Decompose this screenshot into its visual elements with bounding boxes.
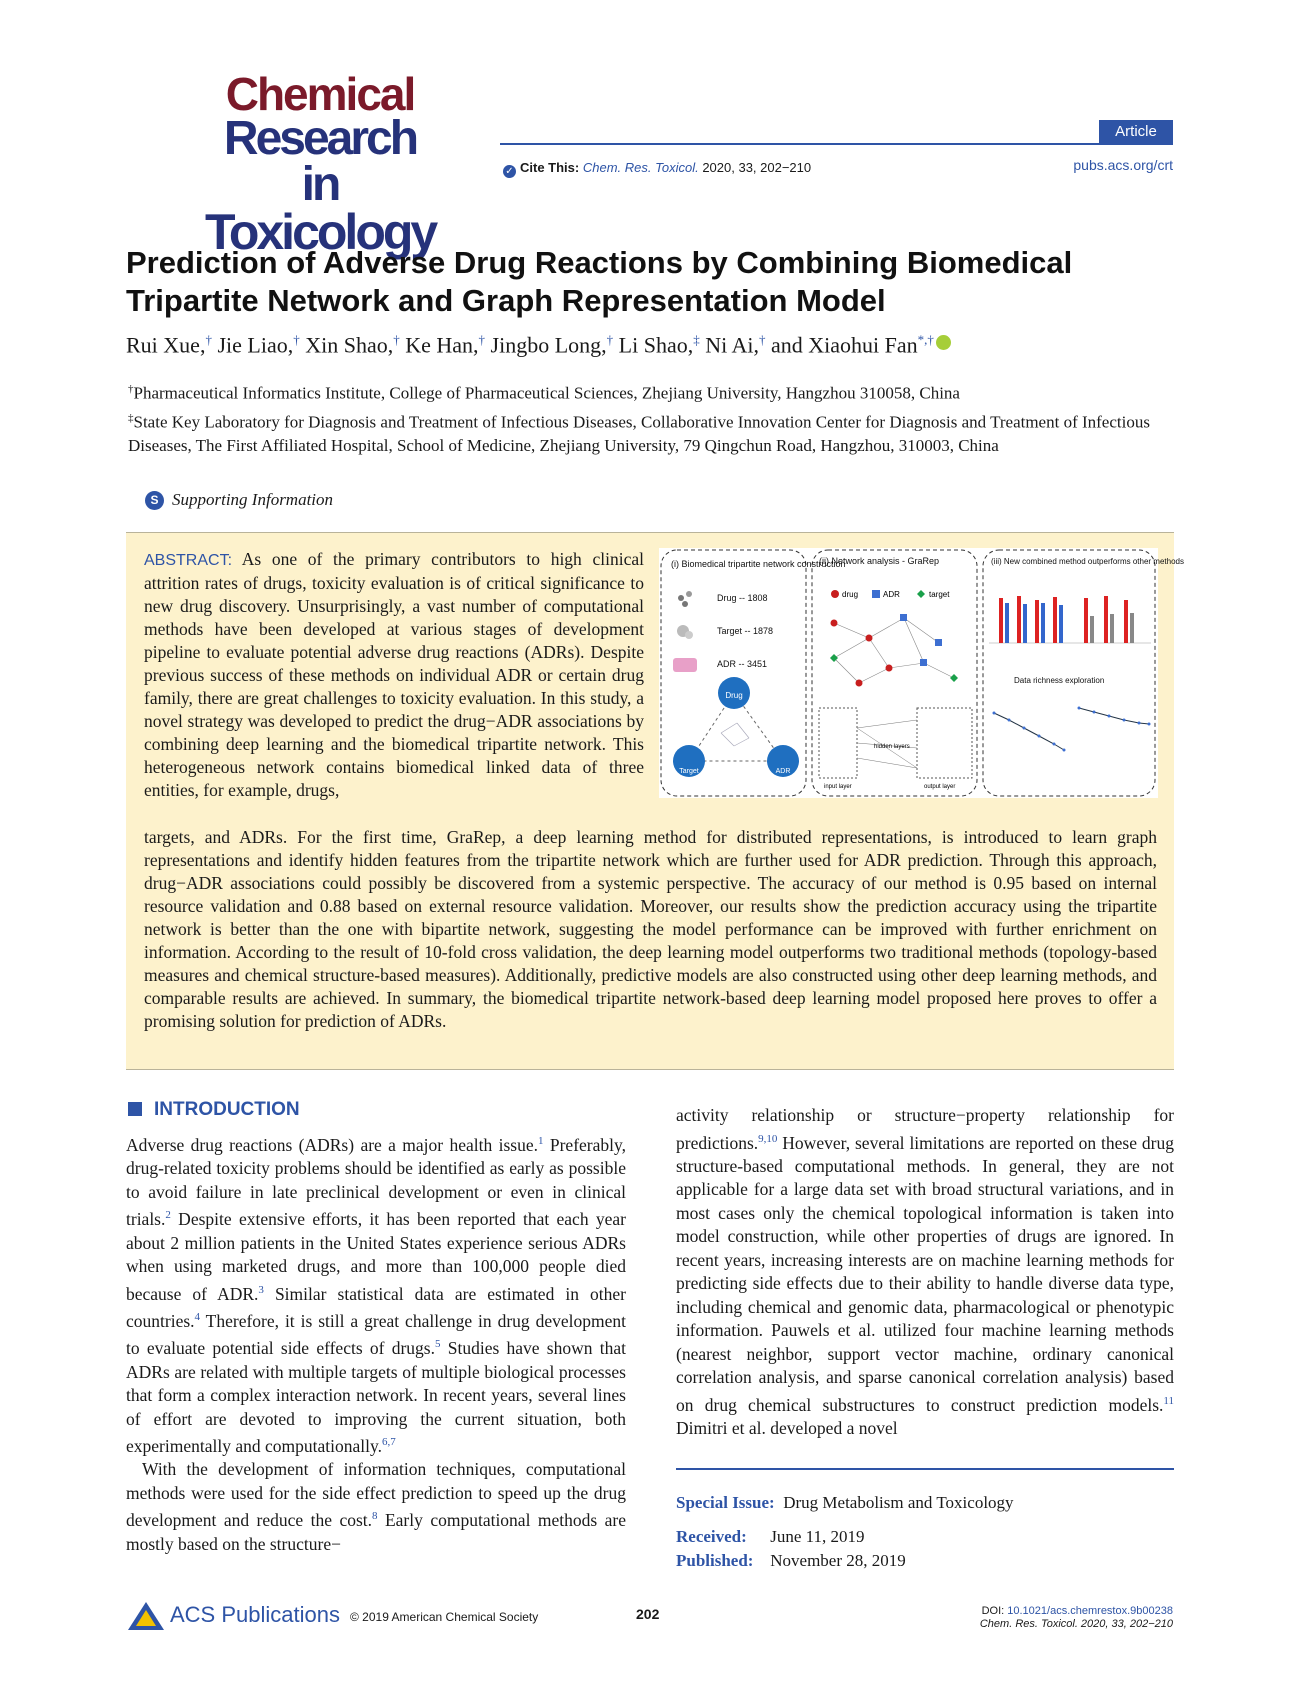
cite-rest: 2020, 33, 202−210 — [702, 160, 812, 175]
abstract-body-1: As one of the primary contributors to high clinical attrition rates of drugs, toxicity evaluation is of critical significance to new drug discovery. Unsurprisingly, a vast number of computational methods have been developed at various stages of development pipeline to evaluate potential adverse drug reactions (ADRs). Despite previous success of these methods on individual ADR or certain drug family, there are great challenges to toxicity evaluation. In this study, a novel strategy was developed to predict the drug−ADR associations by combining deep learning and the biomedical tripartite network. This heterogeneous network contains biomedical linked data of three entities, for example, drugs, — [144, 549, 644, 800]
citation-ref[interactable]: 4 — [194, 1310, 201, 1323]
journal-name-line1: Chemical — [225, 68, 415, 120]
cite-journal[interactable]: Chem. Res. Toxicol. — [582, 160, 699, 175]
intro-text: With the development of information techniques, computational methods were used for the side effect prediction to speed up the drug development and reduce the cost. — [126, 1459, 626, 1531]
journal-website-link[interactable]: pubs.acs.org/crt — [1073, 157, 1173, 173]
legend-drug-dot — [831, 590, 839, 598]
author[interactable]: and Xiaohui Fan — [771, 332, 918, 358]
published-value: November 28, 2019 — [770, 1551, 906, 1570]
panel-3-border — [983, 550, 1155, 796]
affiliation-text: Pharmaceutical Informatics Institute, College of Pharmaceutical Sciences, Zhejiang University, Hangzhou 310058, China — [133, 383, 960, 403]
affiliation-1 — [128, 378, 1178, 405]
input-layer-box — [819, 708, 857, 778]
cite-label: Cite This: — [520, 160, 580, 175]
adr-icon — [673, 658, 697, 672]
author[interactable]: Jingbo Long, — [490, 332, 607, 358]
node-drug-label: Drug — [725, 691, 743, 700]
journal-name-line2: Research in — [223, 112, 417, 211]
cite-this[interactable] — [503, 160, 811, 178]
author-mark: † — [393, 332, 400, 347]
supporting-info-icon: S — [145, 491, 164, 510]
protein-icon — [677, 625, 693, 639]
author-list — [126, 332, 1186, 358]
panel-2-border — [812, 550, 977, 796]
header-divider — [500, 143, 1173, 145]
footer-citation: Chem. Res. Toxicol. 2020, 33, 202−210 — [979, 1618, 1173, 1630]
intro-text: Dimitri et al. developed a novel — [676, 1418, 898, 1439]
received-label: Received: — [676, 1527, 747, 1546]
adr-count: ADR -- 3451 — [717, 659, 768, 669]
panel3-title: (iii) New combined method outperforms other methods — [991, 557, 1184, 566]
doi-label: DOI: — [981, 1605, 1005, 1617]
legend-drug: drug — [842, 590, 859, 599]
hidden-layers-label: hidden layers — [874, 744, 910, 750]
journal-logo[interactable] — [205, 68, 436, 260]
citation-ref[interactable]: 1 — [538, 1135, 544, 1147]
intro-text: activity relationship or structure−property relationship for predictions. — [676, 1105, 1174, 1153]
copyright: © 2019 American Chemical Society — [350, 1610, 539, 1624]
affiliation-2 — [128, 407, 1178, 457]
checkmark-icon: ✓ — [503, 165, 516, 178]
legend-adr: ADR — [883, 590, 900, 599]
received-date — [676, 1527, 865, 1547]
abstract-label: ABSTRACT: — [144, 552, 233, 569]
panel2-title: (ii) Network analysis - GraRep — [819, 556, 940, 566]
special-issue — [676, 1493, 1014, 1513]
author-mark: † — [293, 332, 300, 347]
legend-adr-square — [872, 590, 880, 598]
author[interactable]: Li Shao, — [618, 332, 694, 358]
received-value: June 11, 2019 — [770, 1527, 865, 1546]
toc-graphic[interactable] — [659, 548, 1184, 798]
citation-ref[interactable]: 3 — [258, 1283, 264, 1296]
doi-block — [900, 1605, 1173, 1631]
author[interactable]: Jie Liao, — [217, 332, 294, 358]
output-layer-box — [917, 708, 972, 778]
output-layer-label: output layer — [924, 784, 956, 790]
citation-ref[interactable]: 6,7 — [381, 1436, 396, 1449]
richness-line-charts — [993, 707, 1151, 752]
intro-paragraph-3 — [676, 1104, 1174, 1441]
node-adr-label: ADR — [775, 768, 791, 775]
mini-network — [721, 723, 749, 746]
network-edges — [834, 618, 954, 683]
citation-ref[interactable]: 9,10 — [758, 1132, 778, 1145]
intro-paragraph-1 — [126, 1130, 626, 1458]
citation-ref[interactable]: 11 — [1163, 1394, 1174, 1407]
intro-text: Therefore, it is still a great challenge in drug development to evaluate potential side effects of drugs. — [126, 1310, 626, 1359]
author[interactable]: Ke Han, — [405, 332, 479, 358]
citation-ref[interactable]: 5 — [434, 1338, 441, 1351]
doi-link[interactable]: 10.1021/acs.chemrestox.9b00238 — [1007, 1605, 1173, 1617]
left-column — [126, 1130, 626, 1556]
intro-text: Similar statistical data are estimated in other countries. — [126, 1283, 626, 1331]
comparison-bar-chart — [989, 596, 1151, 643]
supporting-info-label: Supporting Information — [172, 490, 334, 509]
orcid-icon[interactable] — [936, 335, 951, 350]
section-heading-introduction — [128, 1099, 300, 1121]
author-mark: † — [205, 332, 212, 347]
citation-ref[interactable]: 8 — [372, 1510, 378, 1523]
published-label: Published: — [676, 1551, 754, 1570]
panel1-title: (i) Biomedical tripartite network construction — [671, 559, 846, 569]
richness-title: Data richness exploration — [1014, 676, 1105, 685]
intro-text: Despite extensive efforts, it has been reported that each year about 2 million patients in the United States experience serious ADRs when using marketed drugs, and more than 100,000 people died because of ADR. — [126, 1209, 626, 1304]
legend-target-diamond — [917, 590, 925, 598]
intro-text: Studies have shown that ADRs are related with multiple targets of multiple biological processes that form a complex interaction network. In recent years, several lines of effort are devoted to improving the current situation, both experimentally and computationally. — [126, 1338, 626, 1456]
intro-text: Adverse drug reactions (ADRs) are a major health issue. — [126, 1134, 538, 1155]
author-mark: † — [759, 332, 766, 347]
author[interactable]: Rui Xue, — [126, 332, 206, 358]
right-column — [676, 1104, 1174, 1441]
author-mark: † — [478, 332, 486, 347]
special-issue-label: Special Issue: — [676, 1493, 775, 1512]
publisher-name[interactable]: ACS Publications — [170, 1602, 340, 1627]
target-count: Target -- 1878 — [717, 626, 774, 636]
intro-paragraph-2 — [126, 1458, 626, 1556]
published-date — [676, 1551, 906, 1571]
affiliation-mark: ‡ — [128, 412, 134, 424]
network-nodes — [830, 614, 958, 687]
page-number: 202 — [636, 1606, 660, 1622]
article-type-badge: Article — [1099, 120, 1173, 144]
abstract-text-part1 — [144, 548, 644, 802]
author-mark: *,† — [917, 332, 934, 347]
author-mark: † — [606, 332, 614, 347]
legend-target: target — [929, 590, 950, 599]
affiliation-mark: † — [128, 383, 134, 395]
affiliation-text: State Key Laboratory for Diagnosis and Treatment of Infectious Diseases, Collaborative Innovation Center for Diagnosis and Treatment of Infectious Diseases, The First Affiliated Hospital, School of Medicine, Zhejiang University, 79 Qingchun Road, Hangzhou, 310003, China — [128, 412, 1150, 455]
intro-text: Early computational methods are mostly based on the structure− — [126, 1510, 626, 1554]
abstract-text-part2: targets, and ADRs. For the first time, GraRep, a deep learning method for distributed representations, is introduced to learn graph representations and identify hidden features from the tripartite network which are further used for ADR prediction. Through this approach, drug−ADR associations could possibly be discovered from a systemic perspective. The accuracy of our method is 0.95 based on internal resource validation and 0.88 based on external resource validation. Moreover, our results show the prediction accuracy using the tripartite network is better than the one with bipartite network, suggesting the model performance can be improved with further enrichment on information. According to the result of 10-fold cross validation, the deep learning model outperforms two traditional methods (topology-based measures and chemical structure-based measures). Additionally, predictive models are also constructed using other deep learning methods, and comparable results are achieved. In summary, the biomedical tripartite network-based deep learning model proposed here proves to offer a promising solution for prediction of ADRs. — [144, 827, 1157, 1031]
section-square-icon — [128, 1102, 142, 1116]
supporting-information-link[interactable] — [145, 490, 333, 510]
author[interactable]: Ni Ai, — [705, 332, 760, 358]
journal-name-line3: Toxicology — [205, 204, 436, 260]
input-layer-label: input layer — [824, 784, 852, 790]
author[interactable]: Xin Shao, — [305, 332, 394, 358]
intro-text: Preferably, drug-related toxicity problems should be identified as early as possible to avoid failure in late preclinical development or even in clinical trials. — [126, 1134, 626, 1230]
article-info-divider — [676, 1468, 1174, 1470]
author-mark: ‡ — [693, 332, 700, 347]
special-issue-value[interactable]: Drug Metabolism and Toxicology — [783, 1493, 1014, 1512]
acs-logo-icon[interactable] — [126, 1600, 166, 1634]
node-target-label: Target — [679, 768, 699, 775]
molecule-icon — [678, 591, 692, 607]
citation-ref[interactable]: 2 — [165, 1209, 171, 1222]
intro-text: However, several limitations are reported on these drug structure-based computational methods. In general, they are not applicable for a large data set with broad structural variations, and in most cases only the chemical topological information is taken into model construction, while other properties of drugs are ignored. In recent years, increasing interests are on machine learning methods for predicting side effects due to their ability to handle diverse data type, including chemical and genomic data, pharmacological or phenotypic information. Pauwels et al. utilized four machine learning methods (nearest neighbor, support vector machine, ordinary canonical correlation analysis, and sparse canonical correlation analysis) based on drug chemical substructures to construct prediction models. — [676, 1132, 1174, 1415]
section-heading-text: INTRODUCTION — [154, 1099, 300, 1120]
article-title: Prediction of Adverse Drug Reactions by Combining Biomedical Tripartite Network and Graph Representation Model — [126, 245, 1073, 318]
drug-count: Drug -- 1808 — [717, 593, 768, 603]
